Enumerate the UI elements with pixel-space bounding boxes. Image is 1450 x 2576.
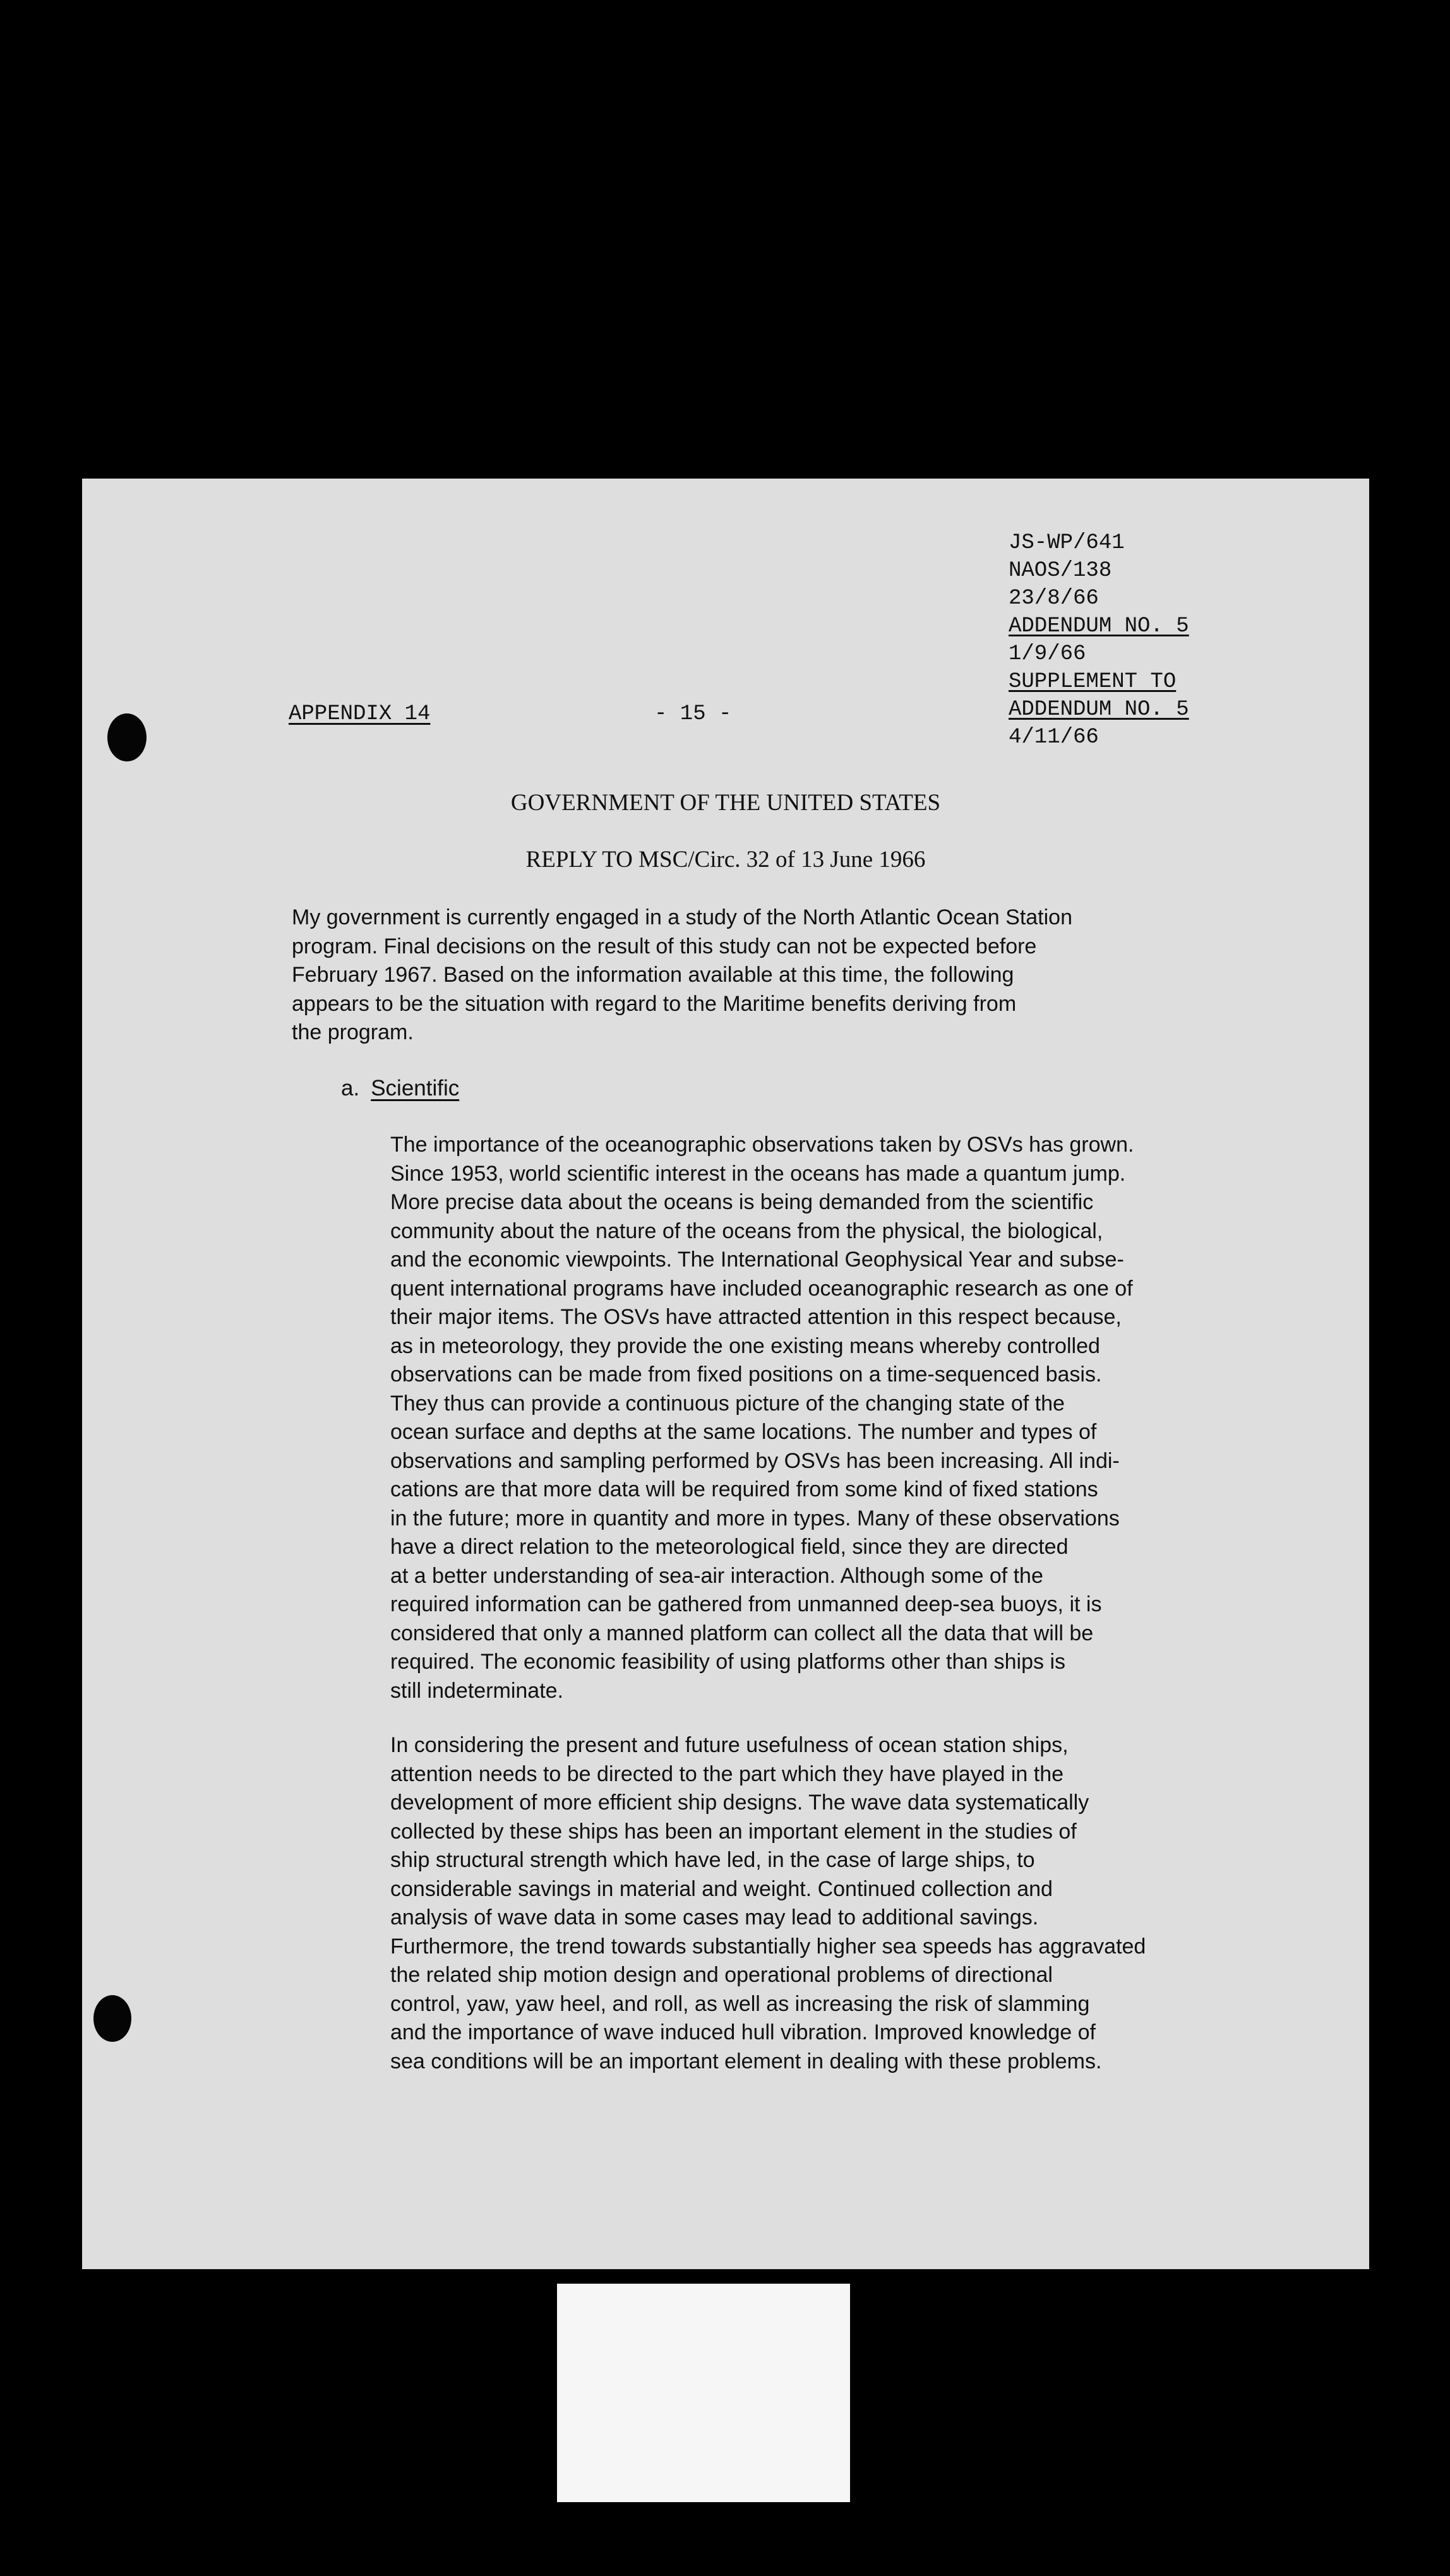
- text-line: the program.: [292, 1020, 414, 1044]
- reference-block: [1009, 529, 1189, 751]
- text-line: ocean surface and depths at the same locations. The number and types of: [390, 1420, 1097, 1444]
- text-line: in the future; more in quantity and more in types. Many of these observations: [390, 1506, 1120, 1530]
- scientific-paragraph-1: [390, 1131, 1134, 1705]
- text-line: ship structural strength which have led, in the case of large ships, to: [390, 1848, 1035, 1872]
- reference-line: JS-WP/641: [1009, 531, 1125, 555]
- reference-line: 1/9/66: [1009, 642, 1086, 666]
- text-line: February 1967. Based on the information available at this time, the following: [292, 963, 1014, 987]
- text-line: considerable savings in material and weight. Continued collection and: [390, 1876, 1053, 1901]
- text-line: and the importance of wave induced hull vibration. Improved knowledge of: [390, 2020, 1096, 2044]
- text-line: have a direct relation to the meteorological field, since they are directed: [390, 1535, 1069, 1559]
- text-line: The importance of the oceanographic observations taken by OSVs has grown.: [390, 1133, 1134, 1157]
- section-heading: [341, 1076, 459, 1101]
- text-line: their major items. The OSVs have attracted attention in this respect because,: [390, 1305, 1122, 1329]
- section-marker: a.: [341, 1076, 360, 1100]
- reference-line: SUPPLEMENT TO: [1009, 670, 1177, 694]
- text-line: considered that only a manned platform can collect all the data that will be: [390, 1621, 1094, 1645]
- text-line: collected by these ships has been an important element in the studies of: [390, 1819, 1077, 1844]
- text-line: They thus can provide a continuous picture of the changing state of the: [390, 1391, 1065, 1416]
- text-line: attention needs to be directed to the part which they have played in the: [390, 1762, 1064, 1786]
- text-line: control, yaw, yaw heel, and roll, as well as increasing the risk of slamming: [390, 1991, 1090, 2016]
- text-line: My government is currently engaged in a study of the North Atlantic Ocean Station: [292, 905, 1073, 929]
- punch-hole-bottom: [93, 1995, 131, 2042]
- text-line: community about the nature of the oceans from the physical, the biological,: [390, 1219, 1103, 1243]
- section-title: Scientific: [371, 1076, 460, 1100]
- text-line: as in meteorology, they provide the one existing means whereby controlled: [390, 1333, 1100, 1358]
- document-heading: GOVERNMENT OF THE UNITED STATES: [510, 790, 941, 816]
- punch-hole-top: [107, 713, 147, 761]
- scientific-paragraph-2: [390, 1731, 1146, 2076]
- text-line: cations are that more data will be required from some kind of fixed stations: [390, 1477, 1098, 1501]
- text-line: analysis of wave data in some cases may lead to additional savings.: [390, 1905, 1039, 1929]
- text-line: observations can be made from fixed positions on a time-sequenced basis.: [390, 1363, 1102, 1386]
- text-line: appears to be the situation with regard to the Maritime benefits deriving from: [292, 991, 1017, 1016]
- document-subheading: REPLY TO MSC/Circ. 32 of 13 June 1966: [525, 847, 926, 873]
- text-line: Furthermore, the trend towards substantially higher sea speeds has aggravated: [390, 1934, 1146, 1959]
- reference-line: 4/11/66: [1009, 725, 1099, 749]
- reference-line: 23/8/66: [1009, 587, 1099, 611]
- text-line: Since 1953, world scientific interest in the oceans has made a quantum jump.: [390, 1161, 1126, 1186]
- text-line: and the economic viewpoints. The International Geophysical Year and subse-: [390, 1248, 1124, 1272]
- text-line: at a better understanding of sea-air interaction. Although some of the: [390, 1563, 1043, 1588]
- text-line: program. Final decisions on the result of this study can not be expected before: [292, 934, 1037, 958]
- text-line: observations and sampling performed by OSVs has been increasing. All indi-: [390, 1448, 1120, 1473]
- text-line: In considering the present and future usefulness of ocean station ships,: [390, 1733, 1069, 1757]
- reference-line: NAOS/138: [1009, 559, 1112, 583]
- document-page: [82, 479, 1369, 2269]
- text-line: required information can be gathered from unmanned deep-sea buoys, it is: [390, 1592, 1102, 1616]
- text-line: the related ship motion design and operational problems of directional: [390, 1963, 1053, 1987]
- text-line: still indeterminate.: [390, 1678, 564, 1703]
- text-line: development of more efficient ship designs. The wave data systematically: [390, 1791, 1089, 1815]
- reference-line: ADDENDUM NO. 5: [1009, 698, 1189, 722]
- text-line: quent international programs have included oceanographic research as one of: [390, 1276, 1133, 1301]
- page-number: - 15 -: [654, 702, 732, 726]
- text-line: sea conditions will be an important element in dealing with these problems.: [390, 2049, 1102, 2073]
- reference-line: ADDENDUM NO. 5: [1009, 614, 1189, 638]
- intro-paragraph: [292, 903, 1072, 1047]
- blank-card: [557, 2284, 850, 2502]
- appendix-label: APPENDIX 14: [289, 702, 431, 726]
- text-line: required. The economic feasibility of using platforms other than ships is: [390, 1650, 1066, 1674]
- text-line: More precise data about the oceans is being demanded from the scientific: [390, 1190, 1094, 1214]
